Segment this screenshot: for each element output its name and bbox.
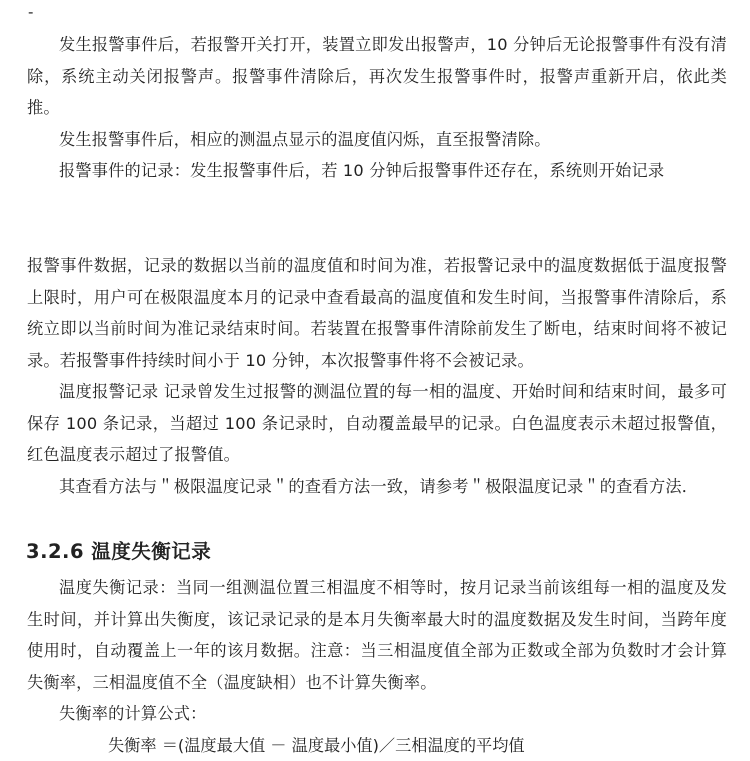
paragraph-alarm-record-start: 报警事件的记录：发生报警事件后，若 10 分钟后报警事件还存在，系统则开始记录 bbox=[59, 161, 665, 180]
paragraph-temperature-alarm-record: 温度报警记录 记录曾发生过报警的测温位置的每一相的温度、开始时间和结束时间，最多可保存 100 条记录，当超过 100 条记录时，自动覆盖最早的记录。白色温度表示未超过报警值，红色温度表示超过了报警值。 bbox=[27, 382, 727, 464]
paragraph-alarm-record-data: 报警事件数据，记录的数据以当前的温度值和时间为准，若报警记录中的温度数据低于温度报警上限时，用户可在极限温度本月的记录中查看最高的温度值和发生时间，当报警事件清除后，系统立即以当前时间为准记录结束时间。若装置在报警事件清除前发生了断电，结束时间将不被记录。若报警事件持续时间小于 10 分钟，本次报警事件将不会被记录。 bbox=[27, 256, 727, 370]
imbalance-formula: 失衡率 ＝(温度最大值 － 温度最小值)／三相温度的平均值 bbox=[108, 736, 525, 755]
section-heading: 3.2.6 温度失衡记录 bbox=[26, 540, 212, 563]
alarm-behavior-section bbox=[27, 29, 727, 187]
paragraph-alarm-flash: 发生报警事件后，相应的测温点显示的温度值闪烁，直至报警清除。 bbox=[59, 129, 551, 149]
paragraph-imbalance-record: 温度失衡记录：当同一组测温位置三相温度不相等时，按月记录当前该组每一相的温度及发生时间，并计算出失衡度，该记录记录的是本月失衡率最大时的温度数据及发生时间，当跨年度使用时，自动覆盖上一年的该月数据。注意：当三相温度值全部为正数或全部为负数时才会计算失衡率，三相温度值不全（温度缺相）也不计算失衡率。 bbox=[27, 578, 727, 692]
paragraph-alarm-sound: 发生报警事件后，若报警开关打开，装置立即发出报警声，10 分钟后无论报警事件有没有清除，系统主动关闭报警声。报警事件清除后，再次发生报警事件时，报警声重新开启，依此类推。 bbox=[27, 35, 727, 117]
page-mark: - bbox=[28, 3, 34, 21]
imbalance-record-section bbox=[27, 572, 727, 730]
paragraph-formula-intro: 失衡率的计算公式： bbox=[59, 704, 207, 723]
paragraph-view-method: 其查看方法与＂极限温度记录＂的查看方法一致，请参考＂极限温度记录＂的查看方法． bbox=[59, 476, 699, 496]
alarm-record-section bbox=[27, 250, 727, 502]
